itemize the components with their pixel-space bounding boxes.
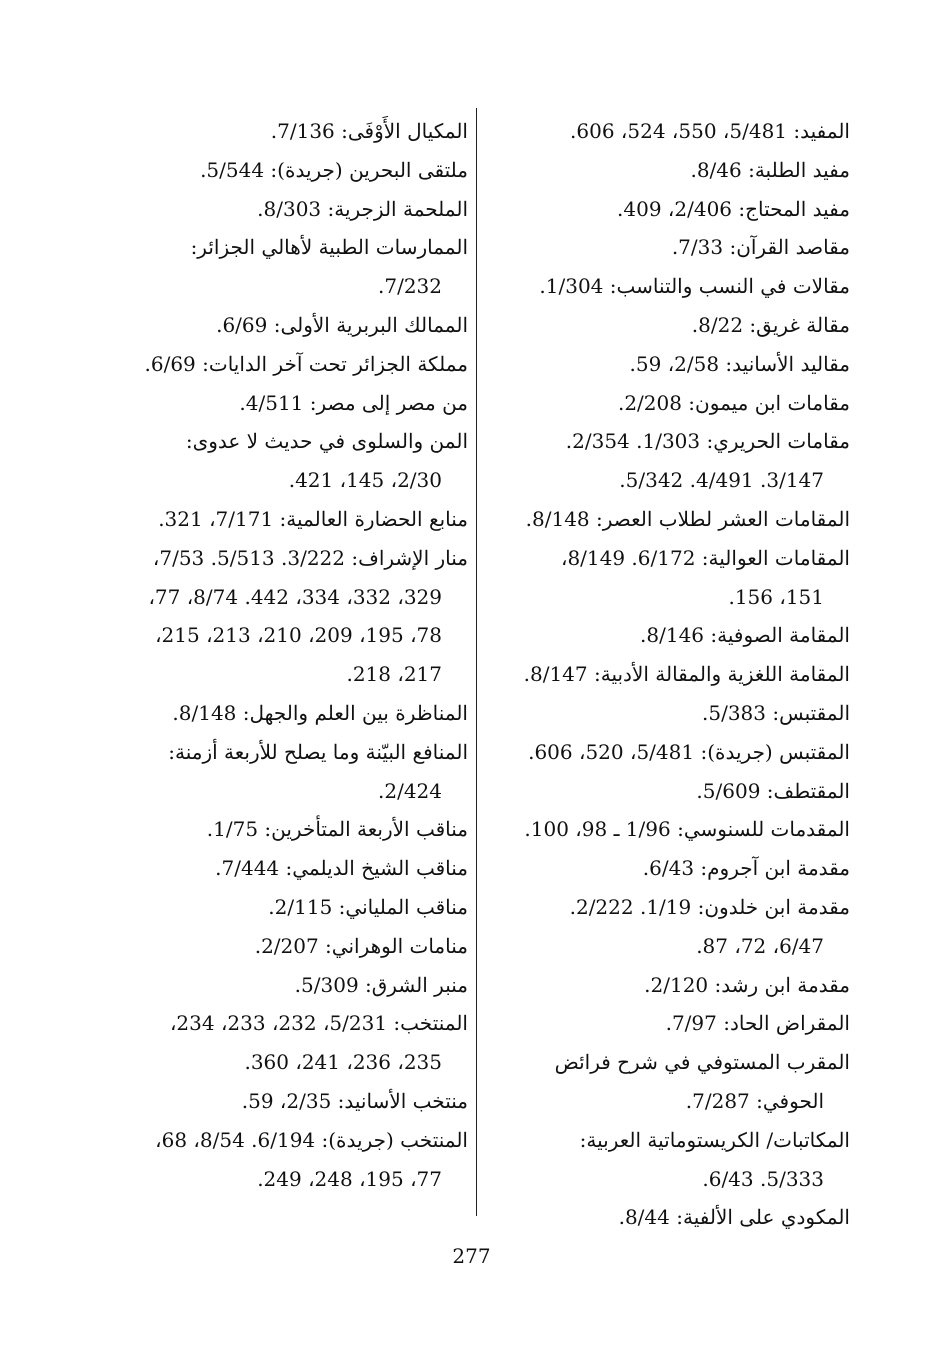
index-entry-continuation: 329، 332، 334، 442. 8/74، 77، xyxy=(148,584,442,609)
index-entry xyxy=(488,1043,850,1121)
index-column-left xyxy=(108,112,468,1198)
index-entry xyxy=(108,151,468,190)
index-entry-continuation: الحوفي: 7/287. xyxy=(685,1088,824,1113)
index-entry xyxy=(108,888,468,927)
index-entry xyxy=(108,539,468,694)
index-entry-line: المكاتبات/ الكريستوماتية العربية: xyxy=(579,1127,850,1152)
index-entry xyxy=(488,655,850,694)
index-entry xyxy=(488,345,850,384)
index-entry-line: مفيد الطلبة: 8/46. xyxy=(690,157,850,182)
index-entry xyxy=(488,151,850,190)
index-entry-line: ملتقى البحرين (جريدة): 5/544. xyxy=(200,157,468,182)
index-entry-line: المقامة الصوفية: 8/146. xyxy=(640,623,850,648)
index-entry-continuation: 2/30، 145، 421. xyxy=(288,468,442,493)
index-column-right xyxy=(488,112,850,1237)
index-entry xyxy=(488,190,850,229)
index-entry-continuation: 235، 236، 241، 360. xyxy=(244,1050,442,1075)
index-entry-line: مقامات الحريري: 1/303. 2/354. xyxy=(565,429,850,454)
index-entry-line: منابع الحضارة العالمية: 7/171، 321. xyxy=(158,506,468,531)
index-entry xyxy=(488,112,850,151)
index-entry-continuation: 77، 195، 248، 249. xyxy=(257,1166,442,1191)
index-entry-line: مقدمة ابن رشد: 2/120. xyxy=(644,972,850,997)
index-entry-line: الممارسات الطبية لأهالي الجزائر: xyxy=(190,235,468,260)
index-entry xyxy=(108,228,468,306)
index-entry-line: مناقب الملياني: 2/115. xyxy=(268,894,468,919)
index-entry xyxy=(488,810,850,849)
index-entry-line: منبر الشرق: 5/309. xyxy=(294,972,468,997)
index-entry-line: مقالة غريق: 8/22. xyxy=(691,312,850,337)
index-entry xyxy=(488,772,850,811)
index-entry xyxy=(488,1198,850,1237)
index-entry xyxy=(488,306,850,345)
index-entry xyxy=(108,1082,468,1121)
index-entry-line: مقدمة ابن آجروم: 6/43. xyxy=(642,856,850,881)
index-entry-line: المقراض الحاد: 7/97. xyxy=(665,1011,850,1036)
index-entry xyxy=(108,966,468,1005)
index-entry-line: المقتبس: 5/383. xyxy=(702,700,850,725)
index-entry-line: مقدمة ابن خلدون: 1/19. 2/222. xyxy=(569,894,850,919)
index-entry xyxy=(488,694,850,733)
index-entry-line: الملحمة الزجرية: 8/303. xyxy=(257,196,468,221)
index-entry xyxy=(108,190,468,229)
index-entry xyxy=(108,306,468,345)
index-entry-line: من مصر إلى مصر: 4/511. xyxy=(239,390,468,415)
index-entry xyxy=(488,500,850,539)
index-entry xyxy=(108,500,468,539)
index-entry-continuation: 7/232. xyxy=(378,274,442,299)
index-entry xyxy=(488,422,850,500)
index-entry xyxy=(488,966,850,1005)
index-entry xyxy=(488,1004,850,1043)
column-divider xyxy=(476,108,477,1216)
index-entry xyxy=(488,384,850,423)
index-entry-line: مملكة الجزائر تحت آخر الدايات: 6/69. xyxy=(144,351,468,376)
index-entry xyxy=(488,849,850,888)
index-entry-line: مناقب الشيخ الديلمي: 7/444. xyxy=(215,856,468,881)
index-entry-line: الممالك البربرية الأولى: 6/69. xyxy=(216,312,468,337)
index-entry xyxy=(488,267,850,306)
index-entry-line: المقتبس (جريدة): 5/481، 520، 606. xyxy=(528,739,850,764)
index-entry-line: مقاليد الأسانيد: 2/58، 59. xyxy=(629,351,850,376)
index-entry xyxy=(108,422,468,500)
index-entry-line: منتخب الأسانيد: 2/35، 59. xyxy=(241,1088,468,1113)
index-entry-line: المقدمات للسنوسي: 1/96 ـ 98، 100. xyxy=(524,817,850,842)
index-entry xyxy=(108,733,468,811)
index-entry xyxy=(108,927,468,966)
index-entry-line: مقاصد القرآن: 7/33. xyxy=(671,235,850,260)
index-entry-line: مناقب الأربعة المتأخرين: 1/75. xyxy=(206,817,468,842)
index-entry xyxy=(108,384,468,423)
index-entry xyxy=(108,345,468,384)
index-entry xyxy=(108,112,468,151)
index-entry xyxy=(488,1121,850,1199)
index-entry-line: المكيال الأَوْفَى: 7/136. xyxy=(270,119,468,143)
index-entry-line: المقتطف: 5/609. xyxy=(696,778,850,803)
index-entry-line: المقامات العشر لطلاب العصر: 8/148. xyxy=(525,506,850,531)
index-entry xyxy=(108,694,468,733)
index-entry-line: المناظرة بين العلم والجهل: 8/148. xyxy=(172,700,468,725)
index-entry-line: منامات الوهراني: 2/207. xyxy=(254,933,468,958)
index-entry-line: المنافع البيّنة وما يصلح للأربعة أزمنة: xyxy=(168,739,468,764)
index-entry xyxy=(488,733,850,772)
index-entry-line: مفيد المحتاج: 2/406، 409. xyxy=(617,196,850,221)
index-entry-line: المقامة اللغزية والمقالة الأدبية: 8/147. xyxy=(523,662,850,687)
index-entry-line: المكودي على الألفية: 8/44. xyxy=(618,1205,850,1230)
index-entry-continuation: 2/424. xyxy=(378,778,442,803)
index-entry-continuation: 5/333. 6/43. xyxy=(702,1166,824,1191)
index-entry-continuation: 6/47، 72، 87. xyxy=(696,933,824,958)
index-entry xyxy=(108,849,468,888)
index-entry xyxy=(108,1121,468,1199)
index-entry xyxy=(488,888,850,966)
index-entry xyxy=(108,1004,468,1082)
page-number: 277 xyxy=(452,1244,491,1268)
index-entry-continuation: 78، 195، 209، 210، 213، 215، xyxy=(155,623,442,648)
index-entry xyxy=(488,539,850,617)
index-entry xyxy=(108,810,468,849)
index-entry xyxy=(488,616,850,655)
index-entry-line: المقامات العوالية: 6/172. 8/149، xyxy=(560,545,850,570)
index-entry-line: المن والسلوى في حديث لا عدوى: xyxy=(185,429,468,454)
index-entry-line: المنتخب (جريدة): 6/194. 8/54، 68، xyxy=(155,1127,468,1152)
index-entry-continuation: 217، 218. xyxy=(346,662,442,687)
index-entry-line: مقالات في النسب والتناسب: 1/304. xyxy=(539,274,850,299)
index-entry-line: مقامات ابن ميمون: 2/208. xyxy=(617,390,850,415)
index-entry-line: المفيد: 5/481، 550، 524، 606. xyxy=(570,119,850,143)
index-entry-continuation: 3/147. 4/491. 5/342. xyxy=(619,468,824,493)
index-entry-line: منار الإشراف: 3/222. 5/513. 7/53، xyxy=(152,545,468,570)
index-entry-continuation: 151، 156. xyxy=(728,584,824,609)
index-entry-line: المنتخب: 5/231، 232، 233، 234، xyxy=(169,1011,468,1036)
index-entry-line: المقرب المستوفي في شرح فرائض xyxy=(554,1050,850,1075)
index-entry xyxy=(488,228,850,267)
